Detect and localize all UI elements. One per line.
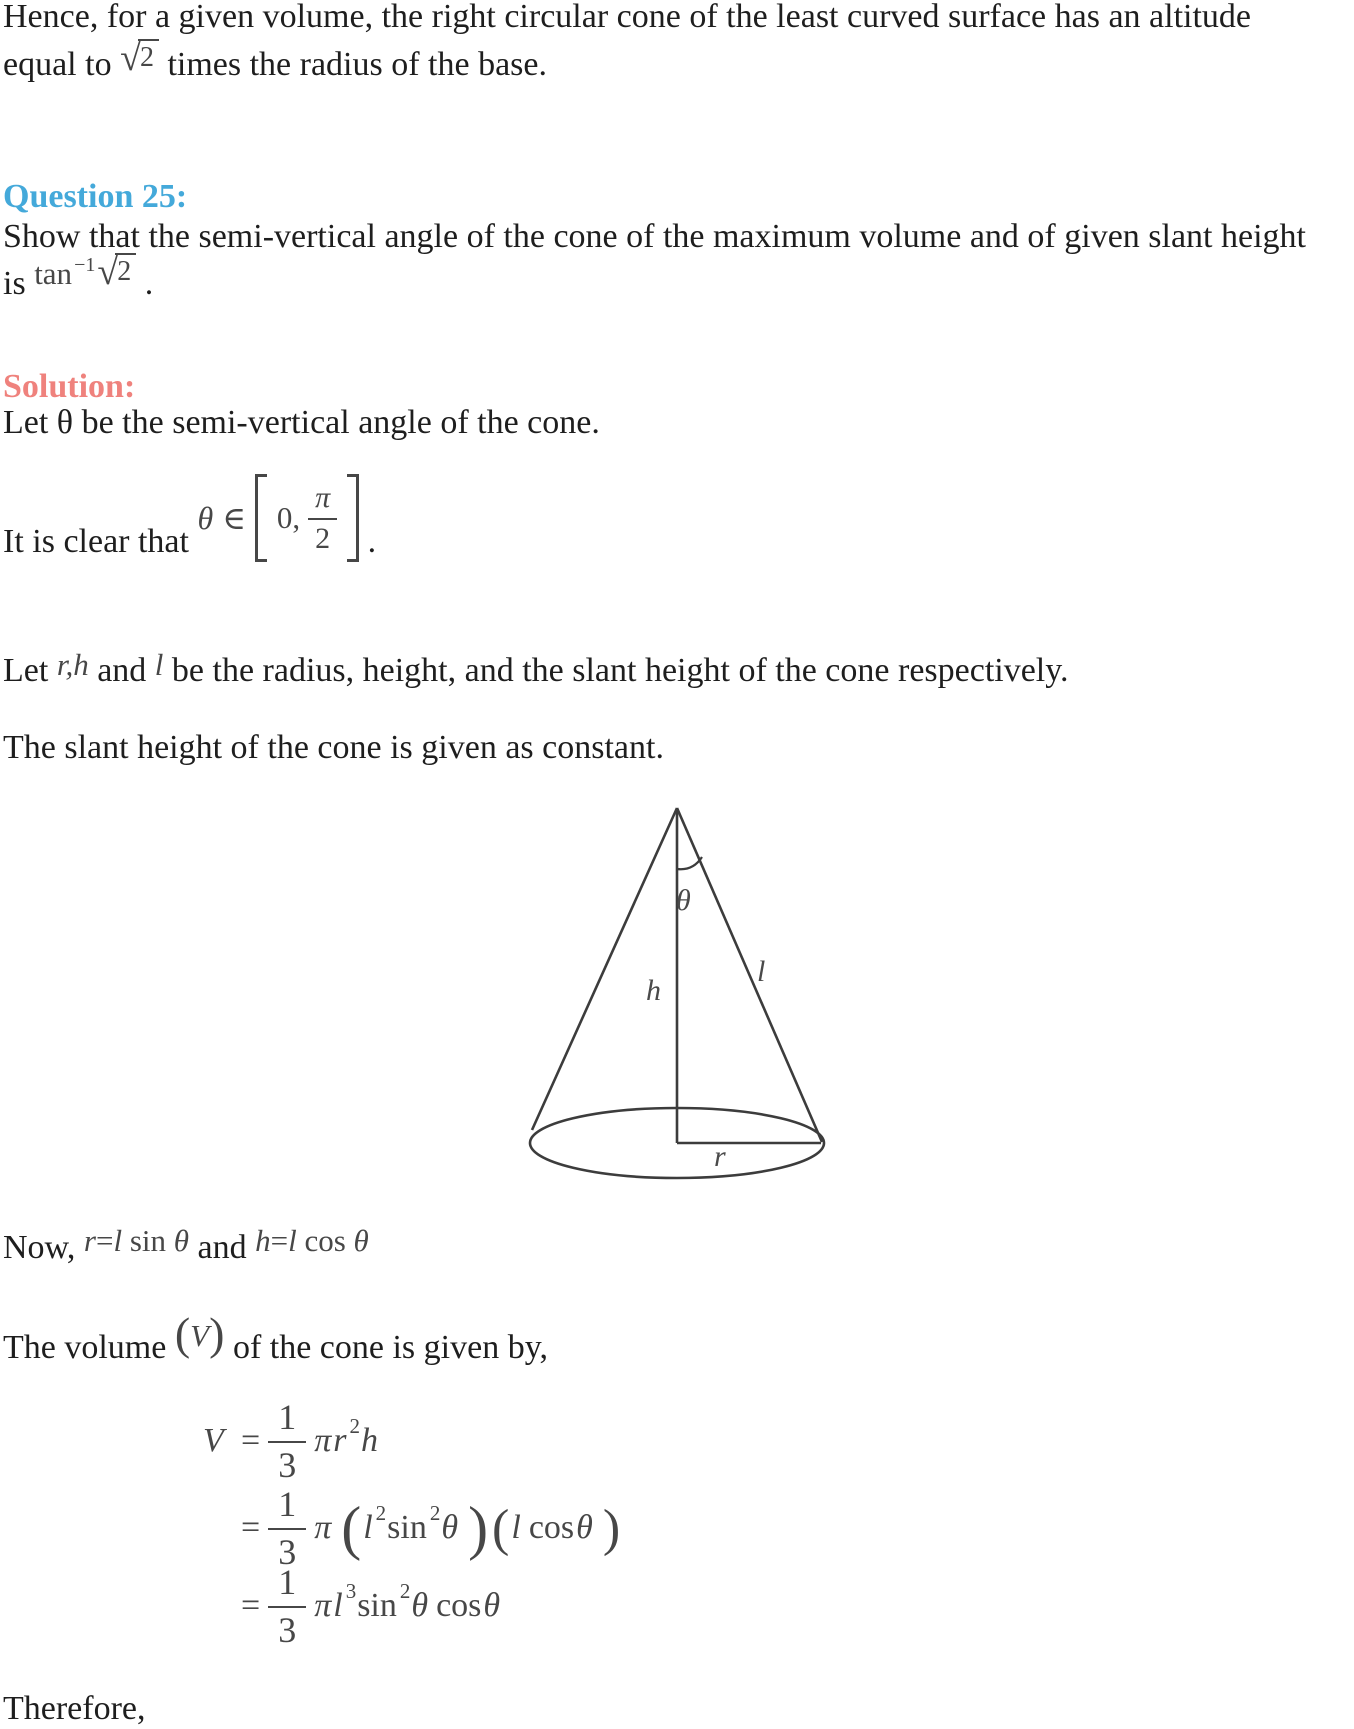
var-theta: θ	[576, 1509, 593, 1546]
question-line-2	[3, 251, 154, 309]
interval-zero: 0,	[276, 500, 301, 535]
sin-function: sin	[129, 1223, 167, 1258]
left-paren: (	[341, 1494, 362, 1561]
tan-function: tan	[34, 256, 73, 291]
var-theta: θ	[411, 1587, 429, 1624]
element-of-symbol: ∈	[222, 500, 246, 536]
clear-line-text: It is clear that	[3, 523, 189, 560]
var-theta: θ	[483, 1587, 501, 1624]
left-paren: (	[492, 1499, 510, 1557]
cos-function: cos	[304, 1223, 346, 1258]
equals-sign: =	[241, 1422, 261, 1459]
var-theta: θ	[173, 1223, 190, 1258]
left-bracket	[255, 474, 267, 562]
fraction-denominator: 3	[278, 1610, 297, 1650]
pi-symbol: π	[314, 1587, 332, 1624]
tan-inverse-sqrt2-formula	[34, 251, 136, 293]
volume-line-pre: The volume	[3, 1329, 167, 1366]
fraction-numerator: 1	[268, 1564, 306, 1608]
fraction-numerator: 1	[268, 1486, 306, 1530]
cone-diagram	[455, 788, 900, 1198]
volume-line	[3, 1308, 548, 1369]
equation-row-3	[203, 1561, 508, 1651]
fraction-one-third	[268, 1564, 306, 1648]
let-rhl-tail: be the radius, height, and the slant height of the cone respectively.	[171, 652, 1069, 689]
equals-sign: =	[241, 1587, 261, 1624]
closing-line: Therefore,	[3, 1690, 146, 1727]
question-line-1: Show that the semi-vertical angle of the cone of the maximum volume and of given slant height	[3, 218, 1306, 255]
exponent-2: 2	[349, 1413, 360, 1438]
exponent-2: 2	[399, 1578, 411, 1603]
and-word: and	[97, 652, 147, 689]
pi-symbol: π	[308, 483, 337, 520]
var-r: r	[83, 1223, 96, 1258]
cone-left-edge	[532, 808, 677, 1130]
tan-exponent: −1	[74, 254, 96, 276]
intro-line-1: Hence, for a given volume, the right circular cone of the least curved surface has an altitude	[3, 0, 1252, 35]
var-v: V	[203, 1422, 224, 1459]
diagram-h-label: h	[646, 974, 661, 1007]
var-l: l	[363, 1509, 373, 1546]
theta-interval-formula	[197, 480, 359, 555]
var-r: r	[333, 1422, 347, 1459]
fraction-denominator: 3	[278, 1532, 297, 1572]
question-period: .	[144, 265, 154, 302]
exponent-2: 2	[429, 1500, 441, 1525]
radical-sign: √	[120, 37, 141, 79]
right-paren: )	[468, 1494, 489, 1561]
solution-heading: Solution:	[3, 368, 136, 405]
sin-function: sin	[387, 1509, 427, 1546]
pi-symbol: π	[314, 1509, 332, 1546]
theta-symbol: θ	[197, 500, 214, 536]
solution-let-rhl-line	[3, 647, 1069, 692]
var-l: l	[511, 1509, 521, 1546]
fraction-denominator: 3	[278, 1445, 297, 1485]
fraction-one-third	[268, 1486, 306, 1570]
diagram-r-label: r	[714, 1140, 726, 1173]
l-symbol: l	[154, 647, 164, 682]
question-heading: Question 25:	[3, 178, 188, 215]
cos-function: cos	[528, 1509, 575, 1546]
var-l: l	[333, 1587, 343, 1624]
parenthesized-v-formula	[174, 1308, 225, 1359]
let-word: Let	[3, 652, 49, 689]
r-equals-l-sin-theta-formula	[84, 1223, 189, 1258]
right-paren: )	[209, 1308, 225, 1359]
question-line-2-pre: is	[3, 265, 26, 302]
intro-line-2-pre: equal to	[3, 46, 112, 83]
var-l: l	[288, 1223, 297, 1258]
sqrt-2-formula	[120, 37, 159, 79]
radicand: 2	[138, 39, 159, 72]
solution-clear-line	[3, 480, 377, 585]
diagram-l-label: l	[757, 955, 766, 988]
exponent-3: 3	[345, 1578, 357, 1603]
clear-line-period: .	[367, 523, 377, 560]
now-word: Now,	[3, 1229, 76, 1266]
h-equals-l-cos-theta-formula	[255, 1223, 369, 1258]
equation-row-2	[203, 1483, 622, 1573]
intro-line-2-tail: times the radius of the base.	[167, 46, 547, 83]
intro-line-2	[3, 37, 547, 86]
var-theta: θ	[353, 1223, 369, 1258]
pi-symbol: π	[314, 1422, 332, 1459]
cos-function: cos	[436, 1587, 482, 1624]
var-l: l	[113, 1223, 123, 1258]
now-line	[3, 1223, 369, 1269]
r-h-symbols: r,h	[56, 647, 89, 682]
solution-let-theta-line: Let θ be the semi-vertical angle of the cone.	[3, 404, 600, 441]
right-paren: )	[602, 1499, 621, 1557]
equals-sign: =	[95, 1223, 114, 1258]
cone-right-edge	[677, 808, 822, 1142]
diagram-theta-label: θ	[676, 884, 691, 917]
sin-function: sin	[357, 1587, 397, 1624]
radicand: 2	[115, 253, 136, 286]
right-bracket	[347, 474, 359, 562]
volume-line-post: of the cone is given by,	[232, 1329, 548, 1366]
equals-sign: =	[241, 1509, 261, 1546]
fraction-denominator: 2	[315, 521, 331, 555]
var-theta: θ	[441, 1509, 459, 1546]
fraction-numerator: 1	[268, 1399, 306, 1443]
equals-sign: =	[270, 1223, 289, 1258]
fraction-one-third	[268, 1399, 306, 1483]
radical-sign: √	[97, 251, 119, 293]
solution-slant-line: The slant height of the cone is given as constant.	[3, 729, 664, 766]
var-h: h	[360, 1422, 378, 1459]
var-h: h	[255, 1223, 271, 1258]
and-word: and	[197, 1229, 247, 1266]
left-paren: (	[174, 1308, 191, 1359]
var-v: V	[190, 1318, 210, 1353]
exponent-2: 2	[375, 1500, 387, 1525]
equation-row-1	[203, 1396, 386, 1486]
